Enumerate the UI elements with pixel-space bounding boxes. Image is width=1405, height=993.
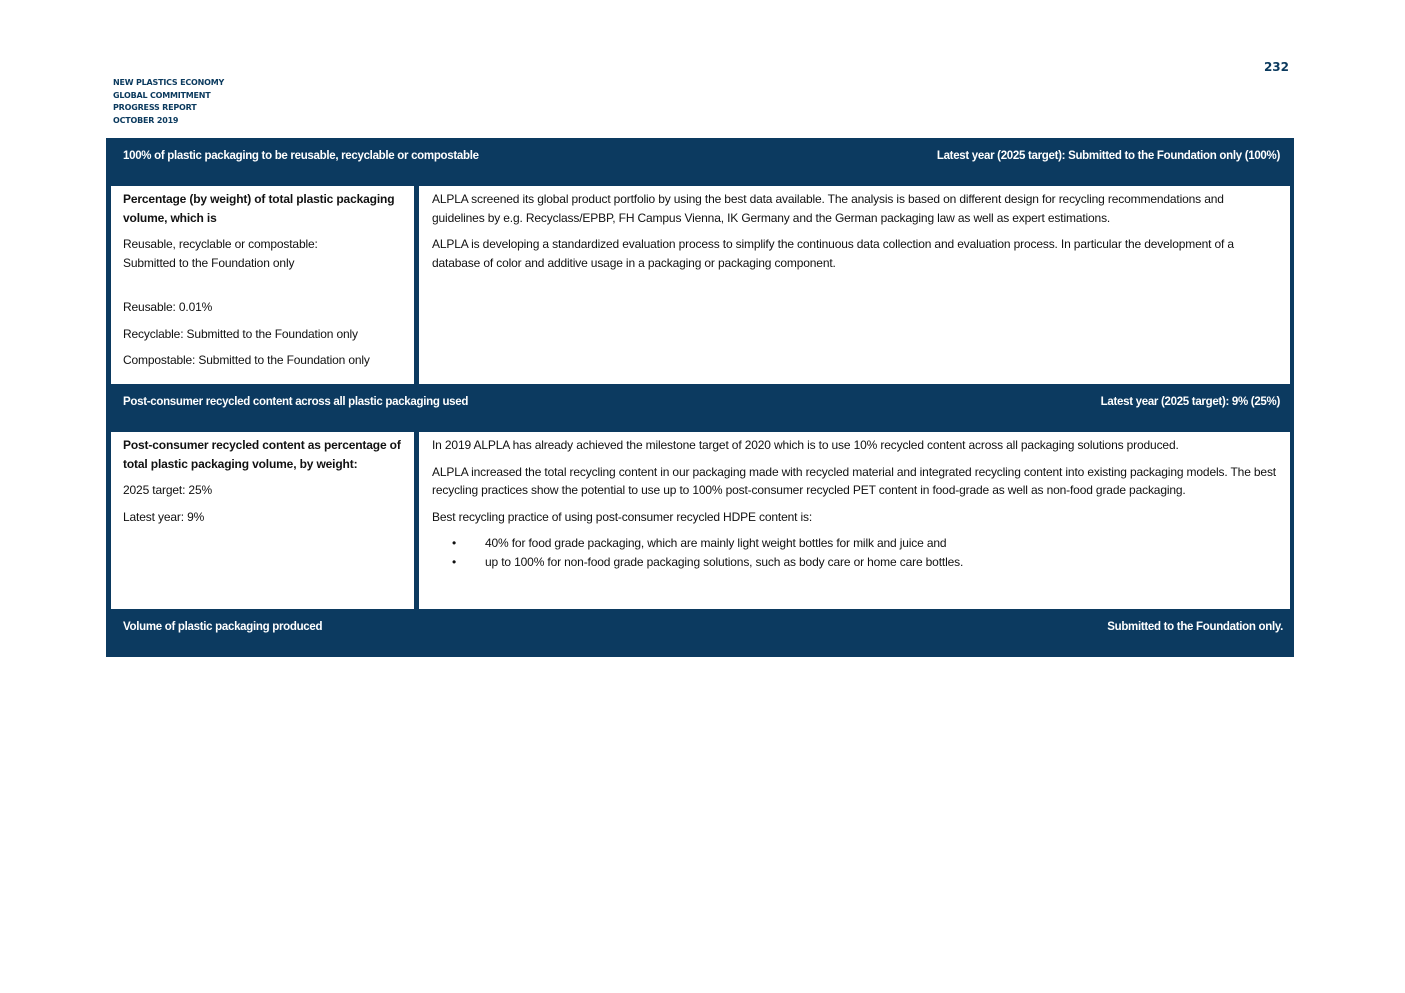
section-3-status: Submitted to the Foundation only.	[1107, 621, 1283, 633]
section-2-paragraph: ALPLA increased the total recycling content in our packaging made with recycled material and integrated recycling content into existing packaging models. The best recycling practices show the potential to use up to 100% post-consumer recycled PET content in food-grade as well as non-food grade packaging.	[432, 464, 1276, 497]
section-1-paragraph: ALPLA is developing a standardized evaluation process to simplify the continuous data collection and evaluation process. In particular the development of a database of color and additive usage in a packaging or packaging component.	[432, 237, 1234, 270]
latest-year-value: Latest year: 9%	[123, 509, 205, 524]
report-header-line: NEW PLASTICS ECONOMY	[113, 78, 225, 87]
report-header-line: GLOBAL COMMITMENT	[113, 90, 211, 100]
section-1-combined-label: Reusable, recyclable or compostable:	[123, 237, 318, 251]
target-value: 2025 target: 25%	[123, 483, 213, 497]
report-header-line: PROGRESS REPORT	[113, 103, 197, 112]
section-3-title: Volume of plastic packaging produced	[123, 621, 323, 633]
section-2-metrics-cell	[111, 432, 414, 609]
section-2-description-cell	[419, 432, 1290, 609]
reusable-value: Reusable: 0.01%	[123, 300, 213, 314]
report-header-line: OCTOBER 2019	[113, 115, 179, 125]
section-1-metric-heading: Percentage (by weight) of total plastic packaging volume, which is	[123, 192, 395, 225]
list-item: • 40% for food grade packaging, which are mainly light weight bottles for milk and juice and	[432, 534, 1276, 553]
section-2-metric-heading: Post-consumer recycled content as percentage of total plastic packaging volume, by weight:	[123, 438, 401, 471]
list-item: • up to 100% for non-food grade packaging solutions, such as body care or home care bottles.	[432, 553, 1276, 572]
section-2-paragraph: In 2019 ALPLA has already achieved the milestone target of 2020 which is to use 10% recycled content across all packaging solutions produced.	[432, 438, 1179, 452]
section-1-status: Latest year (2025 target): Submitted to the Foundation only (100%)	[936, 150, 1280, 162]
recyclable-value: Recyclable: Submitted to the Foundation only	[123, 326, 358, 341]
report-header	[113, 77, 224, 127]
section-2-title: Post-consumer recycled content across all plastic packaging used	[123, 396, 469, 408]
hdpe-bullet-list	[432, 534, 1276, 571]
section-2-paragraph: Best recycling practice of using post-consumer recycled HDPE content is:	[432, 509, 813, 524]
page-number: 232	[1263, 60, 1289, 74]
section-1-paragraph: ALPLA screened its global product portfolio by using the best data available. The analysis is based on different design for recycling recommendations and guidelines by e.g. Recyclass/EPBP, FH Campus Vienna, IK Germany and the German packaging law as well as expert estimations.	[432, 192, 1224, 225]
compostable-value: Compostable: Submitted to the Foundation only	[123, 353, 370, 367]
section-1-metrics-cell	[111, 186, 414, 384]
section-2-status: Latest year (2025 target): 9% (25%)	[1100, 396, 1280, 408]
section-1-combined-value: Submitted to the Foundation only	[123, 255, 295, 270]
section-1-description-cell	[419, 186, 1290, 384]
section-1-title: 100% of plastic packaging to be reusable, recyclable or compostable	[123, 150, 479, 162]
commitments-table	[106, 138, 1294, 657]
